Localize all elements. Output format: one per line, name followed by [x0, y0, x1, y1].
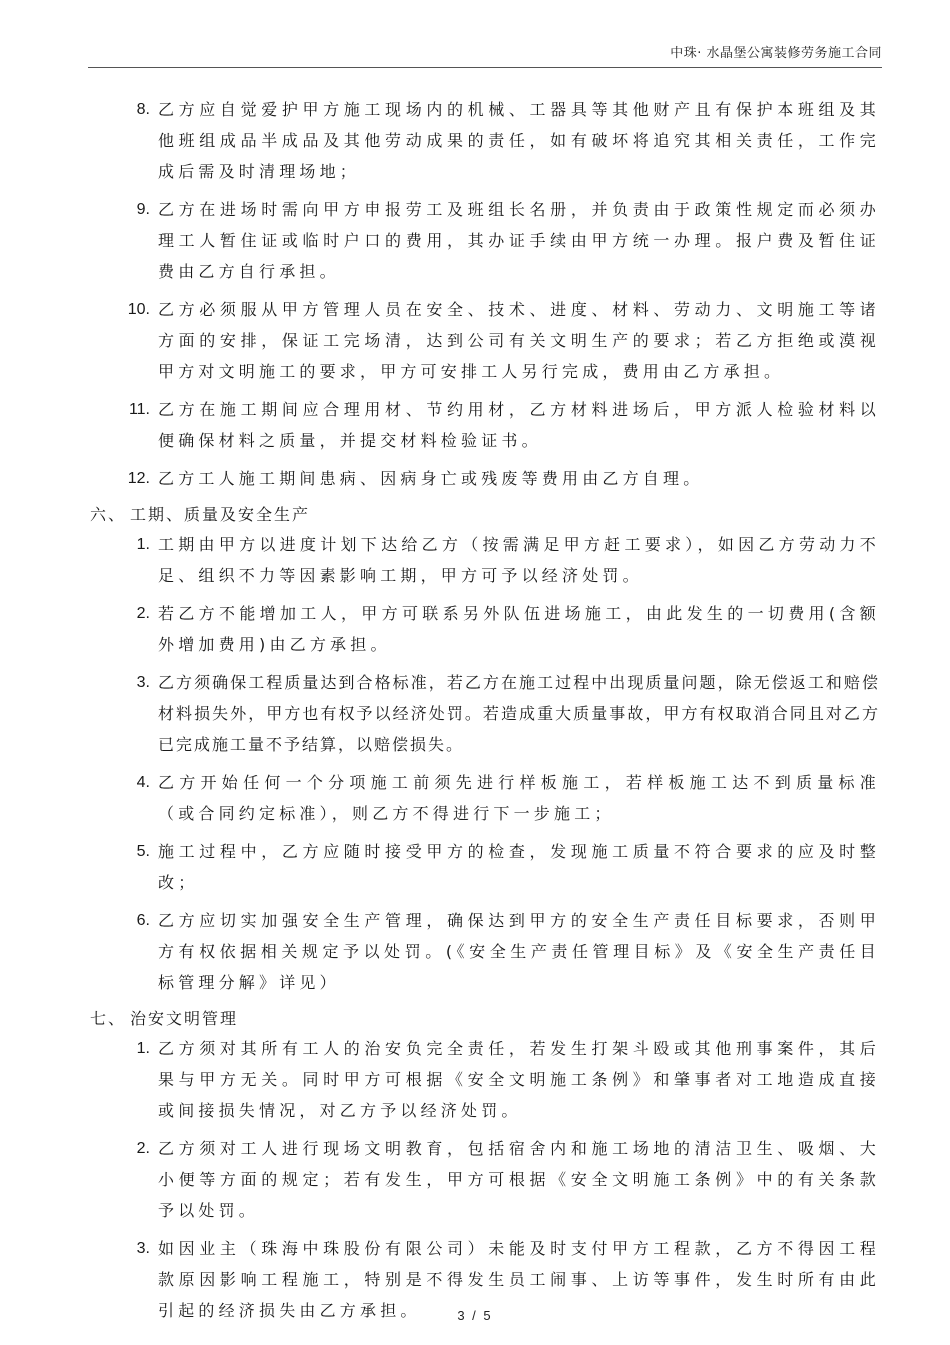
clause-text: 乙方开始任何一个分项施工前须先进行样板施工，若样板施工达不到质量标准（或合同约定标准），则乙方不得进行下一步施工； — [158, 773, 880, 823]
clause-item — [0, 836, 950, 898]
clause-number: 2. — [136, 605, 150, 622]
clause-text: 施工过程中，乙方应随时接受甲方的检查，发现施工质量不符合要求的应及时整改； — [158, 842, 880, 892]
clause-item — [0, 394, 950, 456]
clause-number: 4. — [136, 774, 150, 791]
clause-text: 乙方须确保工程质量达到合格标准，若乙方在施工过程中出现质量问题，除无偿返工和赔偿材料损失外，甲方也有权予以经济处罚。若造成重大质量事故，甲方有权取消合同且对乙方已完成施工量不予结算，以赔偿损失。 — [158, 673, 880, 754]
section-number: 六、 — [90, 505, 127, 524]
clause-number: 1. — [136, 1040, 150, 1057]
clause-list-6 — [0, 529, 950, 998]
section-heading-6 — [90, 501, 950, 529]
clause-text: 乙方应自觉爱护甲方施工现场内的机械、工器具等其他财产且有保护本班组及其他班组成品半成品及其他劳动成果的责任，如有破坏将追究其相关责任，工作完成后需及时清理场地； — [158, 100, 880, 181]
clause-number: 11. — [128, 401, 150, 418]
clause-item — [0, 94, 950, 187]
section-title: 治安文明管理 — [130, 1009, 239, 1028]
clause-item — [0, 1033, 950, 1126]
clause-number: 12. — [127, 470, 150, 487]
clause-item — [0, 529, 950, 591]
clause-text: 工期由甲方以进度计划下达给乙方（按需满足甲方赶工要求），如因乙方劳动力不足、组织不力等因素影响工期，甲方可予以经济处罚。 — [158, 535, 880, 585]
clause-text: 乙方必须服从甲方管理人员在安全、技术、进度、材料、劳动力、文明施工等诸方面的安排，保证工完场清，达到公司有关文明生产的要求；若乙方拒绝或漠视甲方对文明施工的要求，甲方可安排工人另行完成，费用由乙方承担。 — [158, 300, 880, 381]
section-heading-7 — [90, 1005, 950, 1033]
clause-number: 9. — [136, 201, 150, 218]
page-number: 3 / 5 — [457, 1308, 493, 1323]
clause-number: 3. — [136, 1240, 150, 1257]
clause-item — [0, 667, 950, 760]
header-divider — [88, 67, 882, 68]
clause-text: 乙方工人施工期间患病、因病身亡或残废等费用由乙方自理。 — [158, 469, 704, 488]
clause-text: 乙方在进场时需向甲方申报劳工及班组长名册，并负责由于政策性规定而必须办理工人暂住证或临时户口的费用，其办证手续由甲方统一办理。报户费及暂住证费由乙方自行承担。 — [158, 200, 880, 281]
clause-text: 乙方应切实加强安全生产管理，确保达到甲方的安全生产责任目标要求，否则甲方有权依据相关规定予以处罚。(《安全生产责任管理目标》及《安全生产责任目标管理分解》详见） — [158, 911, 880, 992]
clause-number: 6. — [136, 912, 150, 929]
clause-item — [0, 194, 950, 287]
running-header: 中珠· 水晶堡公寓装修劳务施工合同 — [670, 46, 882, 61]
clause-item — [0, 463, 950, 494]
clause-item — [0, 905, 950, 998]
clause-number: 10. — [127, 301, 150, 318]
contract-body — [0, 94, 950, 1333]
clause-list-7 — [0, 1033, 950, 1326]
clause-item — [0, 767, 950, 829]
clause-number: 5. — [136, 843, 150, 860]
clause-number: 3. — [136, 674, 150, 691]
clause-list-5 — [0, 94, 950, 494]
clause-text: 乙方须对工人进行现场文明教育，包括宿舍内和施工场地的清洁卫生、吸烟、大小便等方面的规定；若有发生，甲方可根据《安全文明施工条例》中的有关条款予以处罚。 — [158, 1139, 880, 1220]
section-number: 七、 — [90, 1009, 127, 1028]
clause-number: 8. — [136, 101, 150, 118]
clause-text: 乙方在施工期间应合理用材、节约用材，乙方材料进场后，甲方派人检验材料以便确保材料之质量，并提交材料检验证书。 — [158, 400, 880, 450]
clause-item — [0, 294, 950, 387]
clause-number: 2. — [136, 1140, 150, 1157]
clause-text: 如因业主（珠海中珠股份有限公司）未能及时支付甲方工程款，乙方不得因工程款原因影响工程施工，特别是不得发生员工闹事、上访等事件，发生时所有由此引起的经济损失由乙方承担。 — [158, 1239, 880, 1320]
clause-text: 乙方须对其所有工人的治安负完全责任，若发生打架斗殴或其他刑事案件，其后果与甲方无关。同时甲方可根据《安全文明施工条例》和肇事者对工地造成直接或间接损失情况，对乙方予以经济处罚。 — [158, 1039, 880, 1120]
clause-item — [0, 1133, 950, 1226]
clause-item — [0, 598, 950, 660]
clause-text: 若乙方不能增加工人，甲方可联系另外队伍进场施工，由此发生的一切费用(含额外增加费用)由乙方承担。 — [158, 604, 880, 654]
clause-number: 1. — [136, 536, 150, 553]
section-title: 工期、质量及安全生产 — [130, 505, 311, 524]
